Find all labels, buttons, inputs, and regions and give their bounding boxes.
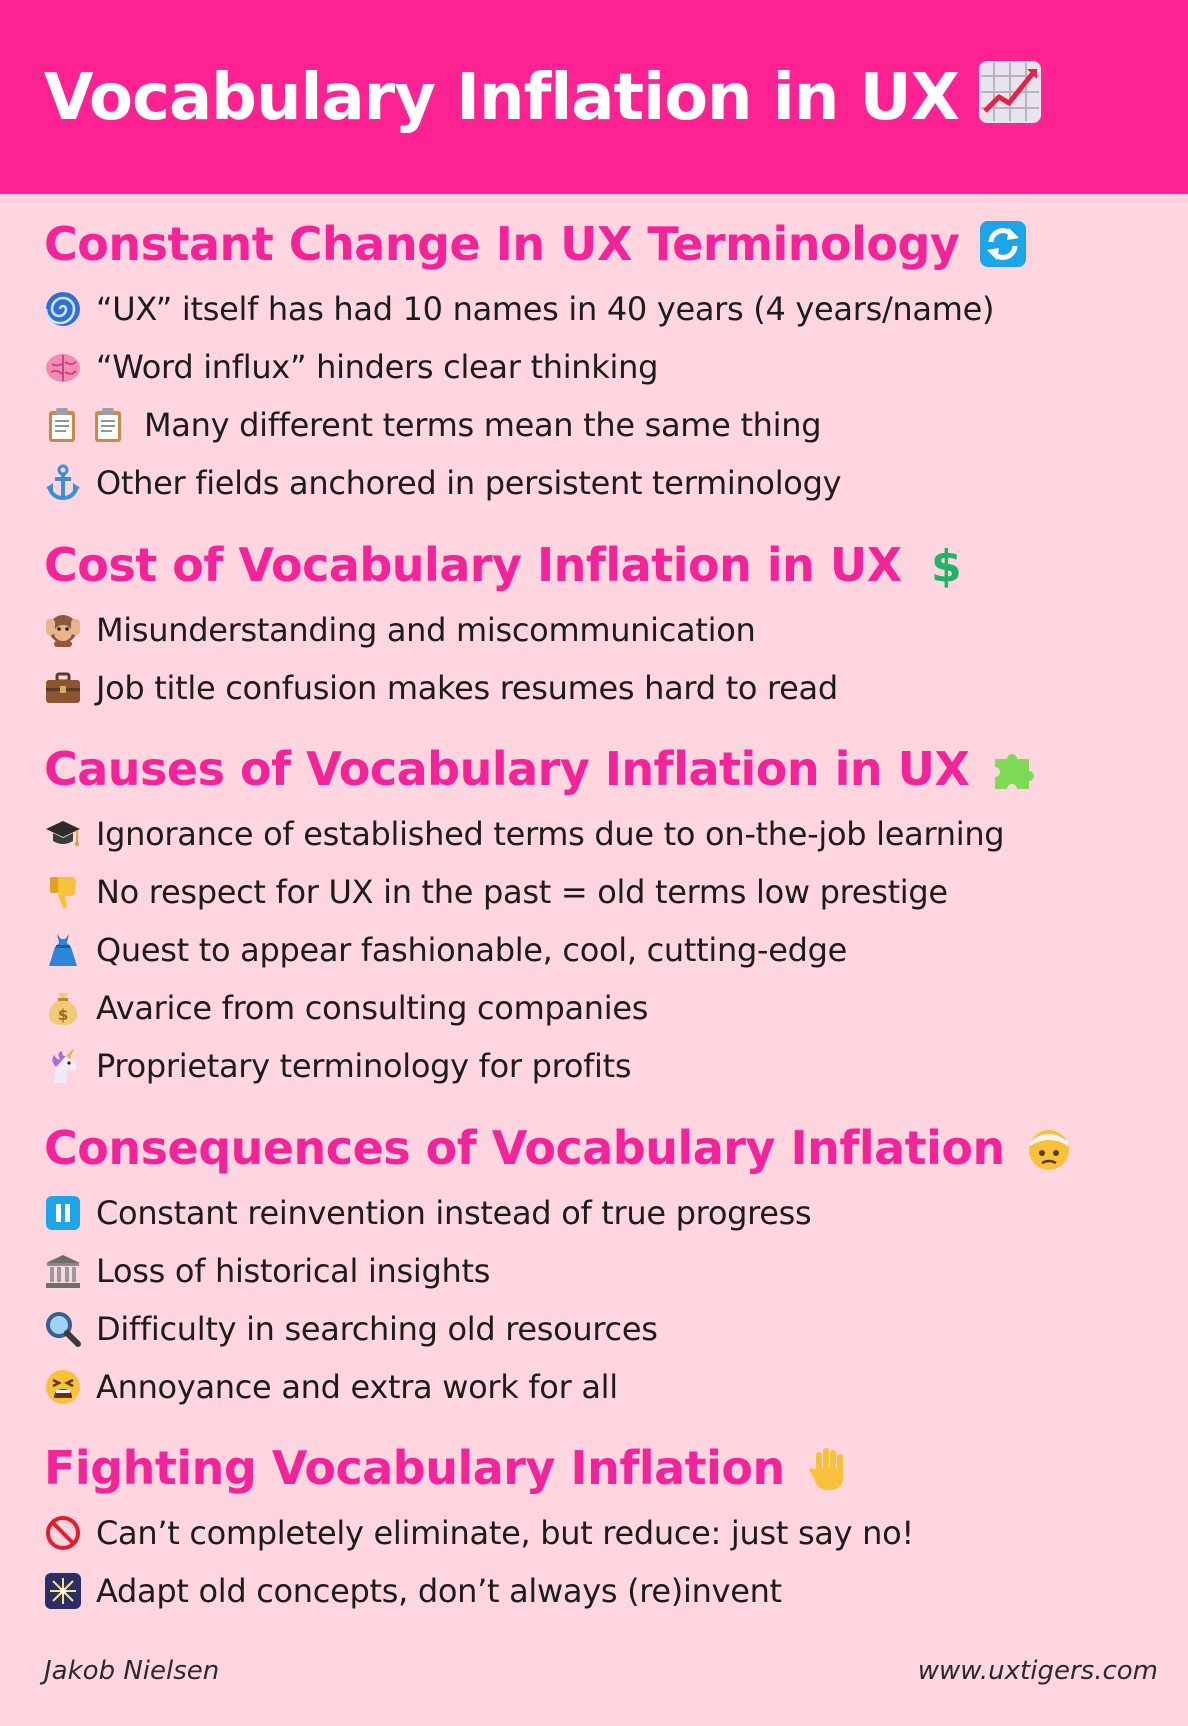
puzzle-piece-icon <box>989 745 1037 793</box>
magnifying-glass-icon <box>44 1310 82 1348</box>
dress-icon <box>44 931 82 969</box>
arrows-cycle-icon <box>979 220 1027 268</box>
section-causes <box>44 739 1154 1095</box>
list-item: $ Avarice from consulting companies <box>44 979 1154 1037</box>
tired-face-icon <box>44 1368 82 1406</box>
classical-building-icon <box>44 1252 82 1290</box>
section-constant-change <box>44 214 1154 512</box>
list-item: “Word influx” hinders clear thinking <box>44 338 1154 396</box>
section-title: Constant Change In UX Terminology <box>44 214 1154 274</box>
section-cost <box>44 535 1154 717</box>
section-title: Consequences of Vocabulary Inflation <box>44 1118 1154 1178</box>
graduation-cap-icon <box>44 815 82 853</box>
list-item: No respect for UX in the past = old terms low prestige <box>44 863 1154 921</box>
list-item: Loss of historical insights <box>44 1242 1154 1300</box>
list-item: Misunderstanding and miscommunication <box>44 601 1154 659</box>
author-name: Jakob Nielsen <box>44 1656 220 1686</box>
unicorn-icon <box>44 1047 82 1085</box>
list-item: Many different terms mean the same thing <box>44 396 1154 454</box>
pause-icon <box>44 1194 82 1232</box>
list-item: Adapt old concepts, don’t always (re)invent <box>44 1562 1154 1620</box>
list-item: Other fields anchored in persistent terminology <box>44 454 1154 512</box>
hear-no-evil-monkey-icon <box>44 611 82 649</box>
svg-text:$: $ <box>930 541 961 589</box>
section-title: Fighting Vocabulary Inflation <box>44 1438 1154 1498</box>
section-fighting <box>44 1438 1154 1620</box>
chart-increasing-icon <box>977 59 1043 125</box>
briefcase-icon <box>44 669 82 707</box>
prohibited-icon <box>44 1514 82 1552</box>
thumbs-down-icon <box>44 873 82 911</box>
page-title <box>44 58 1043 138</box>
website-link[interactable]: www.uxtigers.com <box>917 1656 1158 1686</box>
list-item: Ignorance of established terms due to on-the-job learning <box>44 805 1154 863</box>
clipboard-icon <box>44 406 130 444</box>
raised-hand-icon <box>805 1444 853 1492</box>
dollar-sign-icon <box>922 541 970 589</box>
section-consequences <box>44 1118 1154 1416</box>
list-item: Proprietary terminology for profits <box>44 1037 1154 1095</box>
brain-icon <box>44 348 82 386</box>
cyclone-icon <box>44 290 82 328</box>
section-title: Cost of Vocabulary Inflation in UX $ <box>44 535 1154 595</box>
page-title-text: Vocabulary Inflation in UX <box>44 61 959 135</box>
list-item: Constant reinvention instead of true progress <box>44 1184 1154 1242</box>
section-title: Causes of Vocabulary Inflation in UX <box>44 739 1154 799</box>
list-item: Annoyance and extra work for all <box>44 1358 1154 1416</box>
anchor-icon <box>44 464 82 502</box>
money-bag-icon <box>44 989 82 1027</box>
sparkler-icon <box>44 1572 82 1610</box>
bandaged-face-icon <box>1025 1124 1073 1172</box>
header-banner <box>0 0 1188 194</box>
list-item: “UX” itself has had 10 names in 40 years (4 years/name) <box>44 280 1154 338</box>
list-item: Job title confusion makes resumes hard to read <box>44 659 1154 717</box>
svg-text:$: $ <box>57 1006 69 1024</box>
list-item: Can’t completely eliminate, but reduce: just say no! <box>44 1504 1154 1562</box>
list-item: Quest to appear fashionable, cool, cutting-edge <box>44 921 1154 979</box>
list-item: Difficulty in searching old resources <box>44 1300 1154 1358</box>
